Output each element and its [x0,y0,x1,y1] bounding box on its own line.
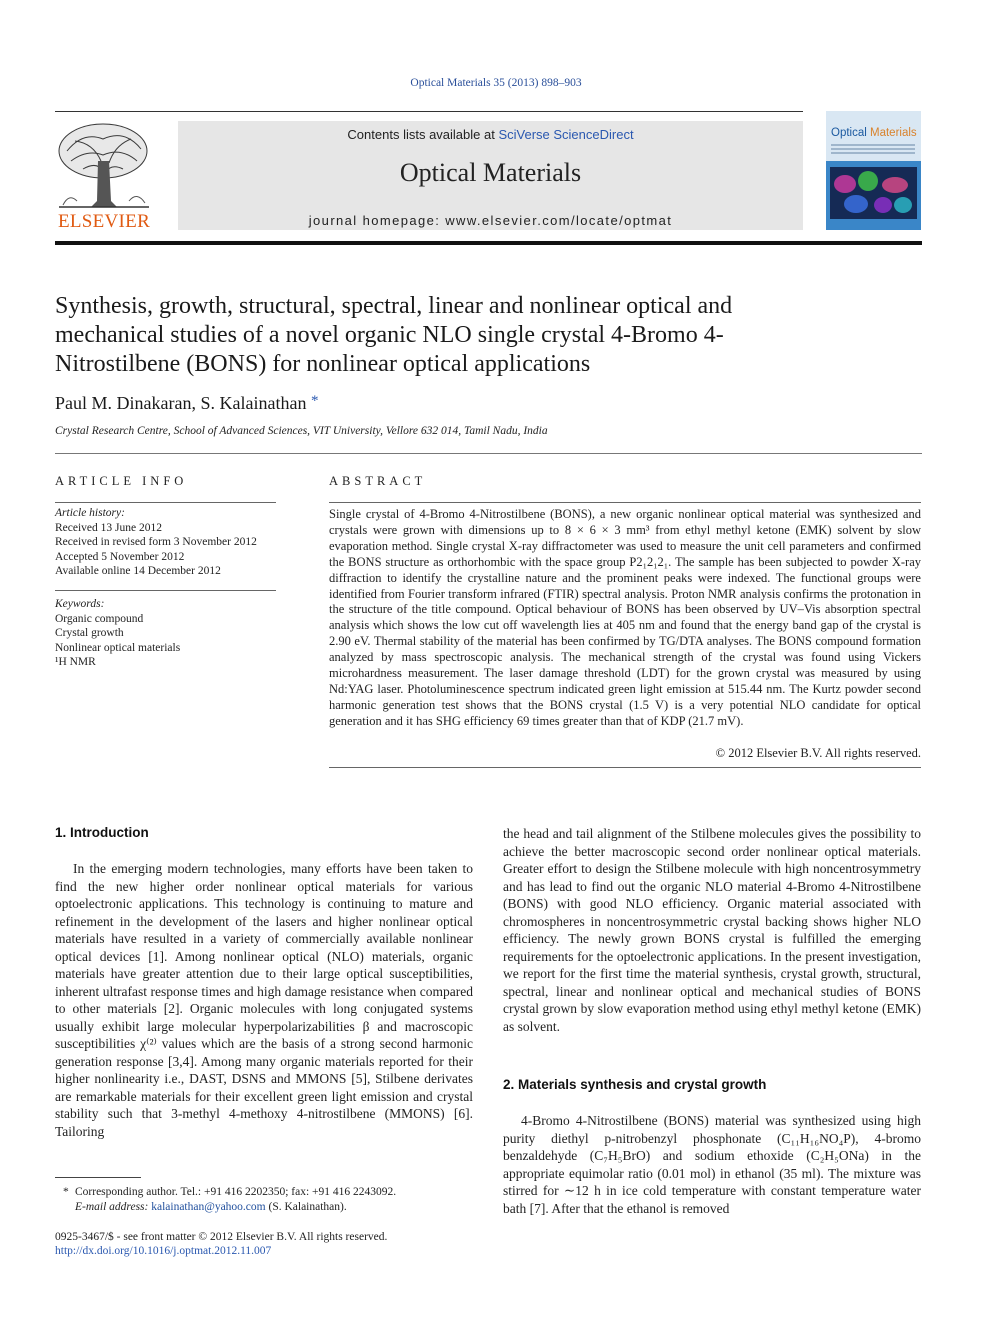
email-label: E-mail address: [75,1201,152,1213]
footnote-star: * [63,1186,69,1198]
section-heading-introduction: 1. Introduction [55,825,149,840]
journal-homepage-link[interactable]: journal homepage: www.elsevier.com/locate/optmat [308,213,673,228]
email-suffix: (S. Kalainathan). [265,1201,347,1213]
footnote-corresponding [55,1185,475,1200]
abstract-label: ABSTRACT [329,474,427,488]
abstract-copyright: © 2012 Elsevier B.V. All rights reserved. [715,746,921,760]
author-list [55,393,318,414]
history-label: Article history: [55,507,125,519]
header-thick-rule [55,241,922,245]
journal-cover-thumbnail[interactable] [826,111,921,230]
header-rule [55,111,803,112]
cover-text-lines [831,144,915,156]
journal-citation[interactable]: Optical Materials 35 (2013) 898–903 [410,77,582,89]
cover-image [830,167,917,219]
author-names: Paul M. Dinakaran, S. Kalainathan [55,393,307,413]
history-revised: Received in revised form 3 November 2012 [55,536,257,548]
footnote-contact: Corresponding author. Tel.: +91 416 2202350; fax: +91 416 2243092. [75,1186,397,1198]
abstract-text: Single crystal of 4-Bromo 4-Nitrostilbene (BONS), a new organic nonlinear optical material was synthesized and crystals were grown with dimensions up to 8 × 6 × 3 mm³ from ethyl methyl ketone (EMK) solvent by slow evaporation method. Single crystal X-ray diffractometer was used to measure the unit cell parameters and confirmed the BONS structure as orthorhombic with the space group P2₁2₁2₁. The sample has been subjected to powder X-ray diffraction to identify the crystalline nature and the prominent peaks were indexed. The functional groups were identified from Fourier transform infrared (FTIR) spectral analysis. Proton NMR analysis confirms the protonation in the structure of the title compound. Optical behaviour of BONS has been observed by UV–Vis absorption spectral analysis which shows the low cut off wavelength lies at 405 nm and found that the energy band gap of the crystal is 2.90 eV. Thermal stability of the material has been confirmed by TG/DTA analyses. The BONS compound formation analyzed by mass spectroscopic analysis. The mechanical strength of the crystal was found using Vickers microhardness measurement. The laser damage threshold (LDT) for the grown crystal was measured by using Nd:YAG laser. Photoluminescence spectrum indicated green light emission at 515.44 nm. The Kurtz powder second harmonic generation test shows that the BONS crystal (1.5 V) is a very potential NLO candidate for optical generation and it has SHG efficiency 69 times greater than that of KDP (21.7 mV). [329,507,921,728]
abstract-rule-bottom [329,767,921,768]
introduction-paragraph: In the emerging modern technologies, many efforts have been taken to find the new higher order nonlinear optical materials for various optoelectronic applications. This technology is continuing to mature and refinement in the development of the lasers and higher nonlinear optical materials have resulted in a variety of commercially available nonlinear optical devices [1]. Among nonlinear optical (NLO) materials, organic materials have greater attention due to their large optical susceptibilities, inherent ultrafast response times and high damage resistance when compared to other materials [2]. Organic molecules with long conjugated systems usually exhibit large molecular hyperpolarizabilities β and macroscopic susceptibilities χ⁽²⁾ values which are the basis of a strong second harmonic generation response [3,4]. Among many organic materials reported for their higher nonlinearity i.e., DAST, DSNS and MMONS [5], Stilbene derivates are remarkable materials for their excellent green light emission and crystal stability such that 3-methyl 4-methoxy 4-nitrostilbene (MMONS) [6]. Tailoring [55,861,473,1139]
tree-icon [53,121,155,211]
article-title: Synthesis, growth, structural, spectral, linear and nonlinear optical and mechanical studies of a novel organic NLO single crystal 4-Bromo 4-Nitrostilbene (BONS) for nonlinear optical applications [55,293,733,377]
affiliation-rule [55,453,922,454]
affiliation: Crystal Research Centre, School of Advanced Sciences, VIT University, Vellore 632 014, Tamil Nadu, India [55,425,548,437]
journal-title: Optical Materials [399,158,582,187]
keyword-item: Organic compound [55,612,144,625]
elsevier-wordmark: ELSEVIER [57,211,151,232]
contents-line [178,127,803,142]
section-heading-synthesis: 2. Materials synthesis and crystal growth [503,1077,767,1092]
email-link[interactable]: kalainathan@yahoo.com [151,1201,266,1213]
issn-line: 0925-3467/$ - see front matter © 2012 Elsevier B.V. All rights reserved. [55,1231,388,1243]
footnote-rule [55,1177,141,1178]
footnote-email [55,1200,475,1215]
keywords [55,597,280,670]
introduction-continued: the head and tail alignment of the Stilbene molecules gives the possibility to achieve the better macroscopic second order nonlinear optical materials. Greater effort to design the Stilbene molecule with high noncentrosymmetry and has lead to find out the organic NLO material 4-Bromo 4-Nitrostilbene (BONS) with good NLO efficiency. Organic material associated with chromospheres in noncentrosymmetric crystal backing shows higher NLO efficiency. The newly grown BONS crystal is fulfilled the emerging requirements for the optoelectronic applications. In the present investigation, we report for the first time the material synthesis, crystal growth, structural, spectral, linear and nonlinear optical and mechanical studies of BONS crystal grown by slow evaporation method using ethyl methyl ketone (EMK) as solvent. [503,826,921,1034]
article-info-label: ARTICLE INFO [55,474,188,488]
history-accepted: Accepted 5 November 2012 [55,550,185,563]
keyword-item: ¹H NMR [55,656,96,668]
cover-title-part2: Materials [870,127,917,139]
sciencedirect-link[interactable]: SciVerse ScienceDirect [498,127,634,142]
article-history [55,506,280,579]
contents-prefix: Contents lists available at [347,127,499,142]
doi-link[interactable]: http://dx.doi.org/10.1016/j.optmat.2012.11.007 [55,1245,272,1257]
history-online: Available online 14 December 2012 [55,565,221,577]
footnote [55,1185,475,1215]
cover-title-part1: Optical [831,127,870,139]
corresponding-author-mark[interactable]: * [310,393,319,409]
keyword-item: Nonlinear optical materials [55,641,181,654]
abstract-rule-top [329,502,921,503]
keyword-item: Crystal growth [55,627,124,639]
history-received: Received 13 June 2012 [55,521,162,534]
keywords-rule [55,590,276,591]
synthesis-paragraph: 4-Bromo 4-Nitrostilbene (BONS) material was synthesized using high purity diethyl p-nitrobenzyl phosphonate (C₁₁H₁₆NO₄P), 4-bromo benzaldehyde (C₇H₅BrO) and sodium ethoxide (C₂H₅ONa) in the appropriate equimolar ratio (0.01 mol) in ethanol (35 ml). The mixture was stirred for ∼12 h in ice cold temperature with constant temperature water bath [7]. After that the ethanol is removed [503,1113,921,1216]
article-info-rule [55,502,276,503]
journal-header-box [178,121,803,230]
cover-title [831,127,917,139]
keywords-label: Keywords: [55,598,105,610]
